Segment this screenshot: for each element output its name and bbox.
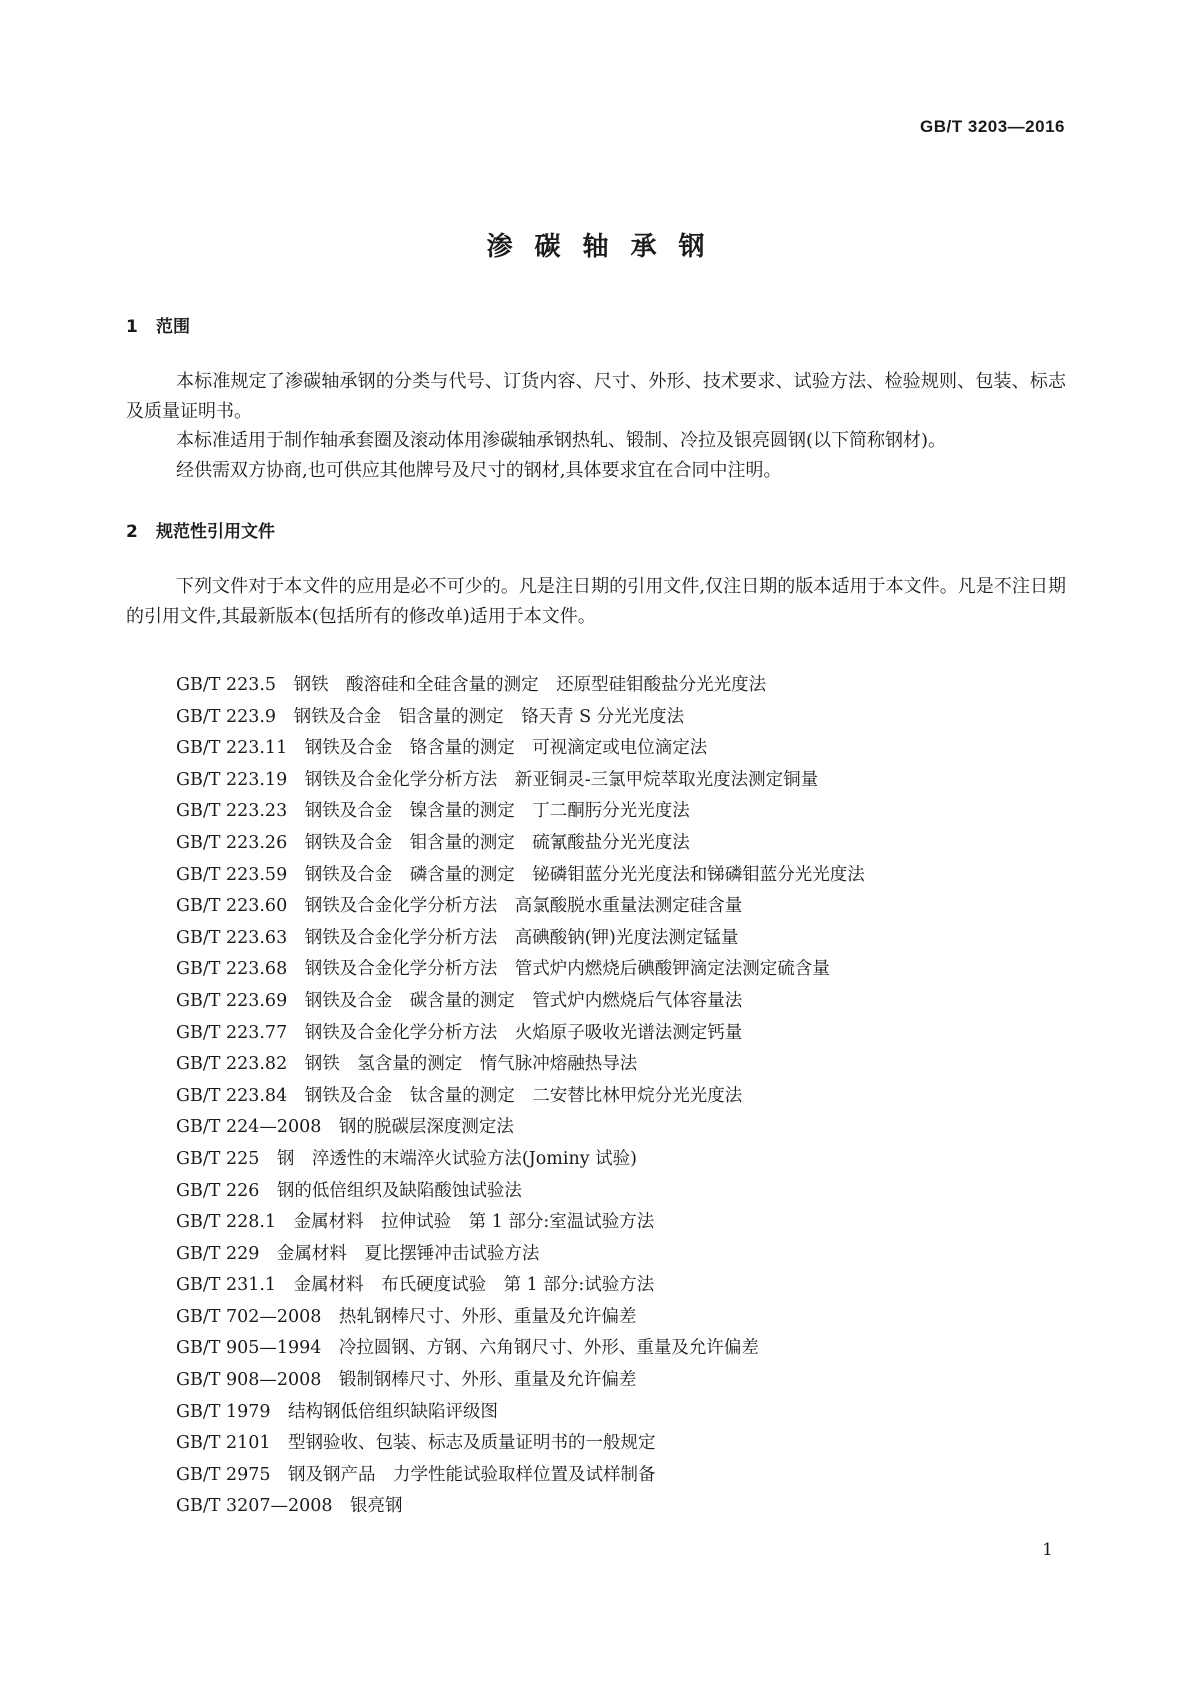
reference-item: GB/T 702—2008 热轧钢棒尺寸、外形、重量及允许偏差: [176, 1306, 637, 1327]
reference-item: GB/T 223.82 钢铁 氢含量的测定 惰气脉冲熔融热导法: [176, 1054, 638, 1075]
reference-item: GB/T 223.63 钢铁及合金化学分析方法 高碘酸钠(钾)光度法测定锰量: [176, 927, 739, 948]
reference-item: GB/T 223.60 钢铁及合金化学分析方法 高氯酸脱水重量法测定硅含量: [176, 896, 743, 917]
reference-item: GB/T 223.23 钢铁及合金 镍含量的测定 丁二酮肟分光光度法: [176, 801, 690, 822]
section-1-heading: [126, 312, 190, 337]
reference-item: GB/T 223.11 钢铁及合金 铬含量的测定 可视滴定或电位滴定法: [176, 738, 708, 759]
section-title: 规范性引用文件: [156, 522, 275, 542]
scope-paragraph-1: 本标准规定了渗碳轴承钢的分类与代号、订货内容、尺寸、外形、技术要求、试验方法、检验规则、包装、标志及质量证明书。: [126, 371, 1066, 422]
reference-item: GB/T 223.26 钢铁及合金 钼含量的测定 硫氰酸盐分光光度法: [176, 832, 690, 853]
reference-item: GB/T 2101 型钢验收、包装、标志及质量证明书的一般规定: [176, 1433, 656, 1454]
reference-item: GB/T 3207—2008 银亮钢: [176, 1496, 403, 1517]
reference-item: GB/T 223.59 钢铁及合金 磷含量的测定 铋磷钼蓝分光光度法和锑磷钼蓝分光光度法: [176, 864, 865, 885]
reference-item: GB/T 223.77 钢铁及合金化学分析方法 火焰原子吸收光谱法测定钙量: [176, 1022, 743, 1043]
scope-paragraph-3: 经供需双方协商,也可供应其他牌号及尺寸的钢材,具体要求宜在合同中注明。: [176, 460, 782, 481]
reference-item: GB/T 223.9 钢铁及合金 铝含量的测定 铬天青 S 分光光度法: [176, 706, 685, 727]
reference-item: GB/T 225 钢 淬透性的末端淬火试验方法(Jominy 试验): [176, 1148, 637, 1169]
reference-item: GB/T 223.5 钢铁 酸溶硅和全硅含量的测定 还原型硅钼酸盐分光光度法: [176, 675, 767, 695]
reference-item: GB/T 908—2008 锻制钢棒尺寸、外形、重量及允许偏差: [176, 1370, 637, 1391]
reference-item: GB/T 224—2008 钢的脱碳层深度测定法: [176, 1117, 514, 1138]
section-number: 2: [126, 522, 138, 542]
reference-item: GB/T 228.1 金属材料 拉伸试验 第 1 部分:室温试验方法: [176, 1212, 655, 1233]
reference-item: GB/T 223.19 钢铁及合金化学分析方法 新亚铜灵-三氯甲烷萃取光度法测定铜量: [176, 769, 819, 790]
reference-item: GB/T 223.69 钢铁及合金 碳含量的测定 管式炉内燃烧后气体容量法: [176, 990, 743, 1011]
reference-item: GB/T 223.68 钢铁及合金化学分析方法 管式炉内燃烧后碘酸钾滴定法测定硫含量: [176, 959, 830, 980]
standard-number: GB/T 3203—2016: [920, 117, 1065, 136]
reference-item: GB/T 905—1994 冷拉圆钢、方钢、六角钢尺寸、外形、重量及允许偏差: [176, 1338, 759, 1359]
reference-item: GB/T 1979 结构钢低倍组织缺陷评级图: [176, 1401, 499, 1422]
reference-item: GB/T 226 钢的低倍组织及缺陷酸蚀试验法: [176, 1180, 522, 1201]
reference-list: [176, 670, 865, 1523]
document-title: 渗碳轴承钢: [486, 232, 727, 262]
reference-item: GB/T 2975 钢及钢产品 力学性能试验取样位置及试样制备: [176, 1464, 656, 1485]
reference-item: GB/T 223.84 钢铁及合金 钛含量的测定 二安替比林甲烷分光光度法: [176, 1085, 743, 1106]
section-title: 范围: [156, 317, 190, 337]
page-number: 1: [1042, 1540, 1053, 1560]
reference-item: GB/T 229 金属材料 夏比摆锤冲击试验方法: [176, 1243, 540, 1264]
section-2-heading: [126, 517, 275, 542]
scope-paragraph-2: 本标准适用于制作轴承套圈及滚动体用渗碳轴承钢热轧、锻制、冷拉及银亮圆钢(以下简称钢材)。: [176, 430, 947, 451]
references-intro: 下列文件对于本文件的应用是必不可少的。凡是注日期的引用文件,仅注日期的版本适用于本文件。凡是不注日期的引用文件,其最新版本(包括所有的修改单)适用于本文件。: [126, 576, 1066, 627]
reference-item: GB/T 231.1 金属材料 布氏硬度试验 第 1 部分:试验方法: [176, 1275, 655, 1296]
section-number: 1: [126, 317, 138, 337]
